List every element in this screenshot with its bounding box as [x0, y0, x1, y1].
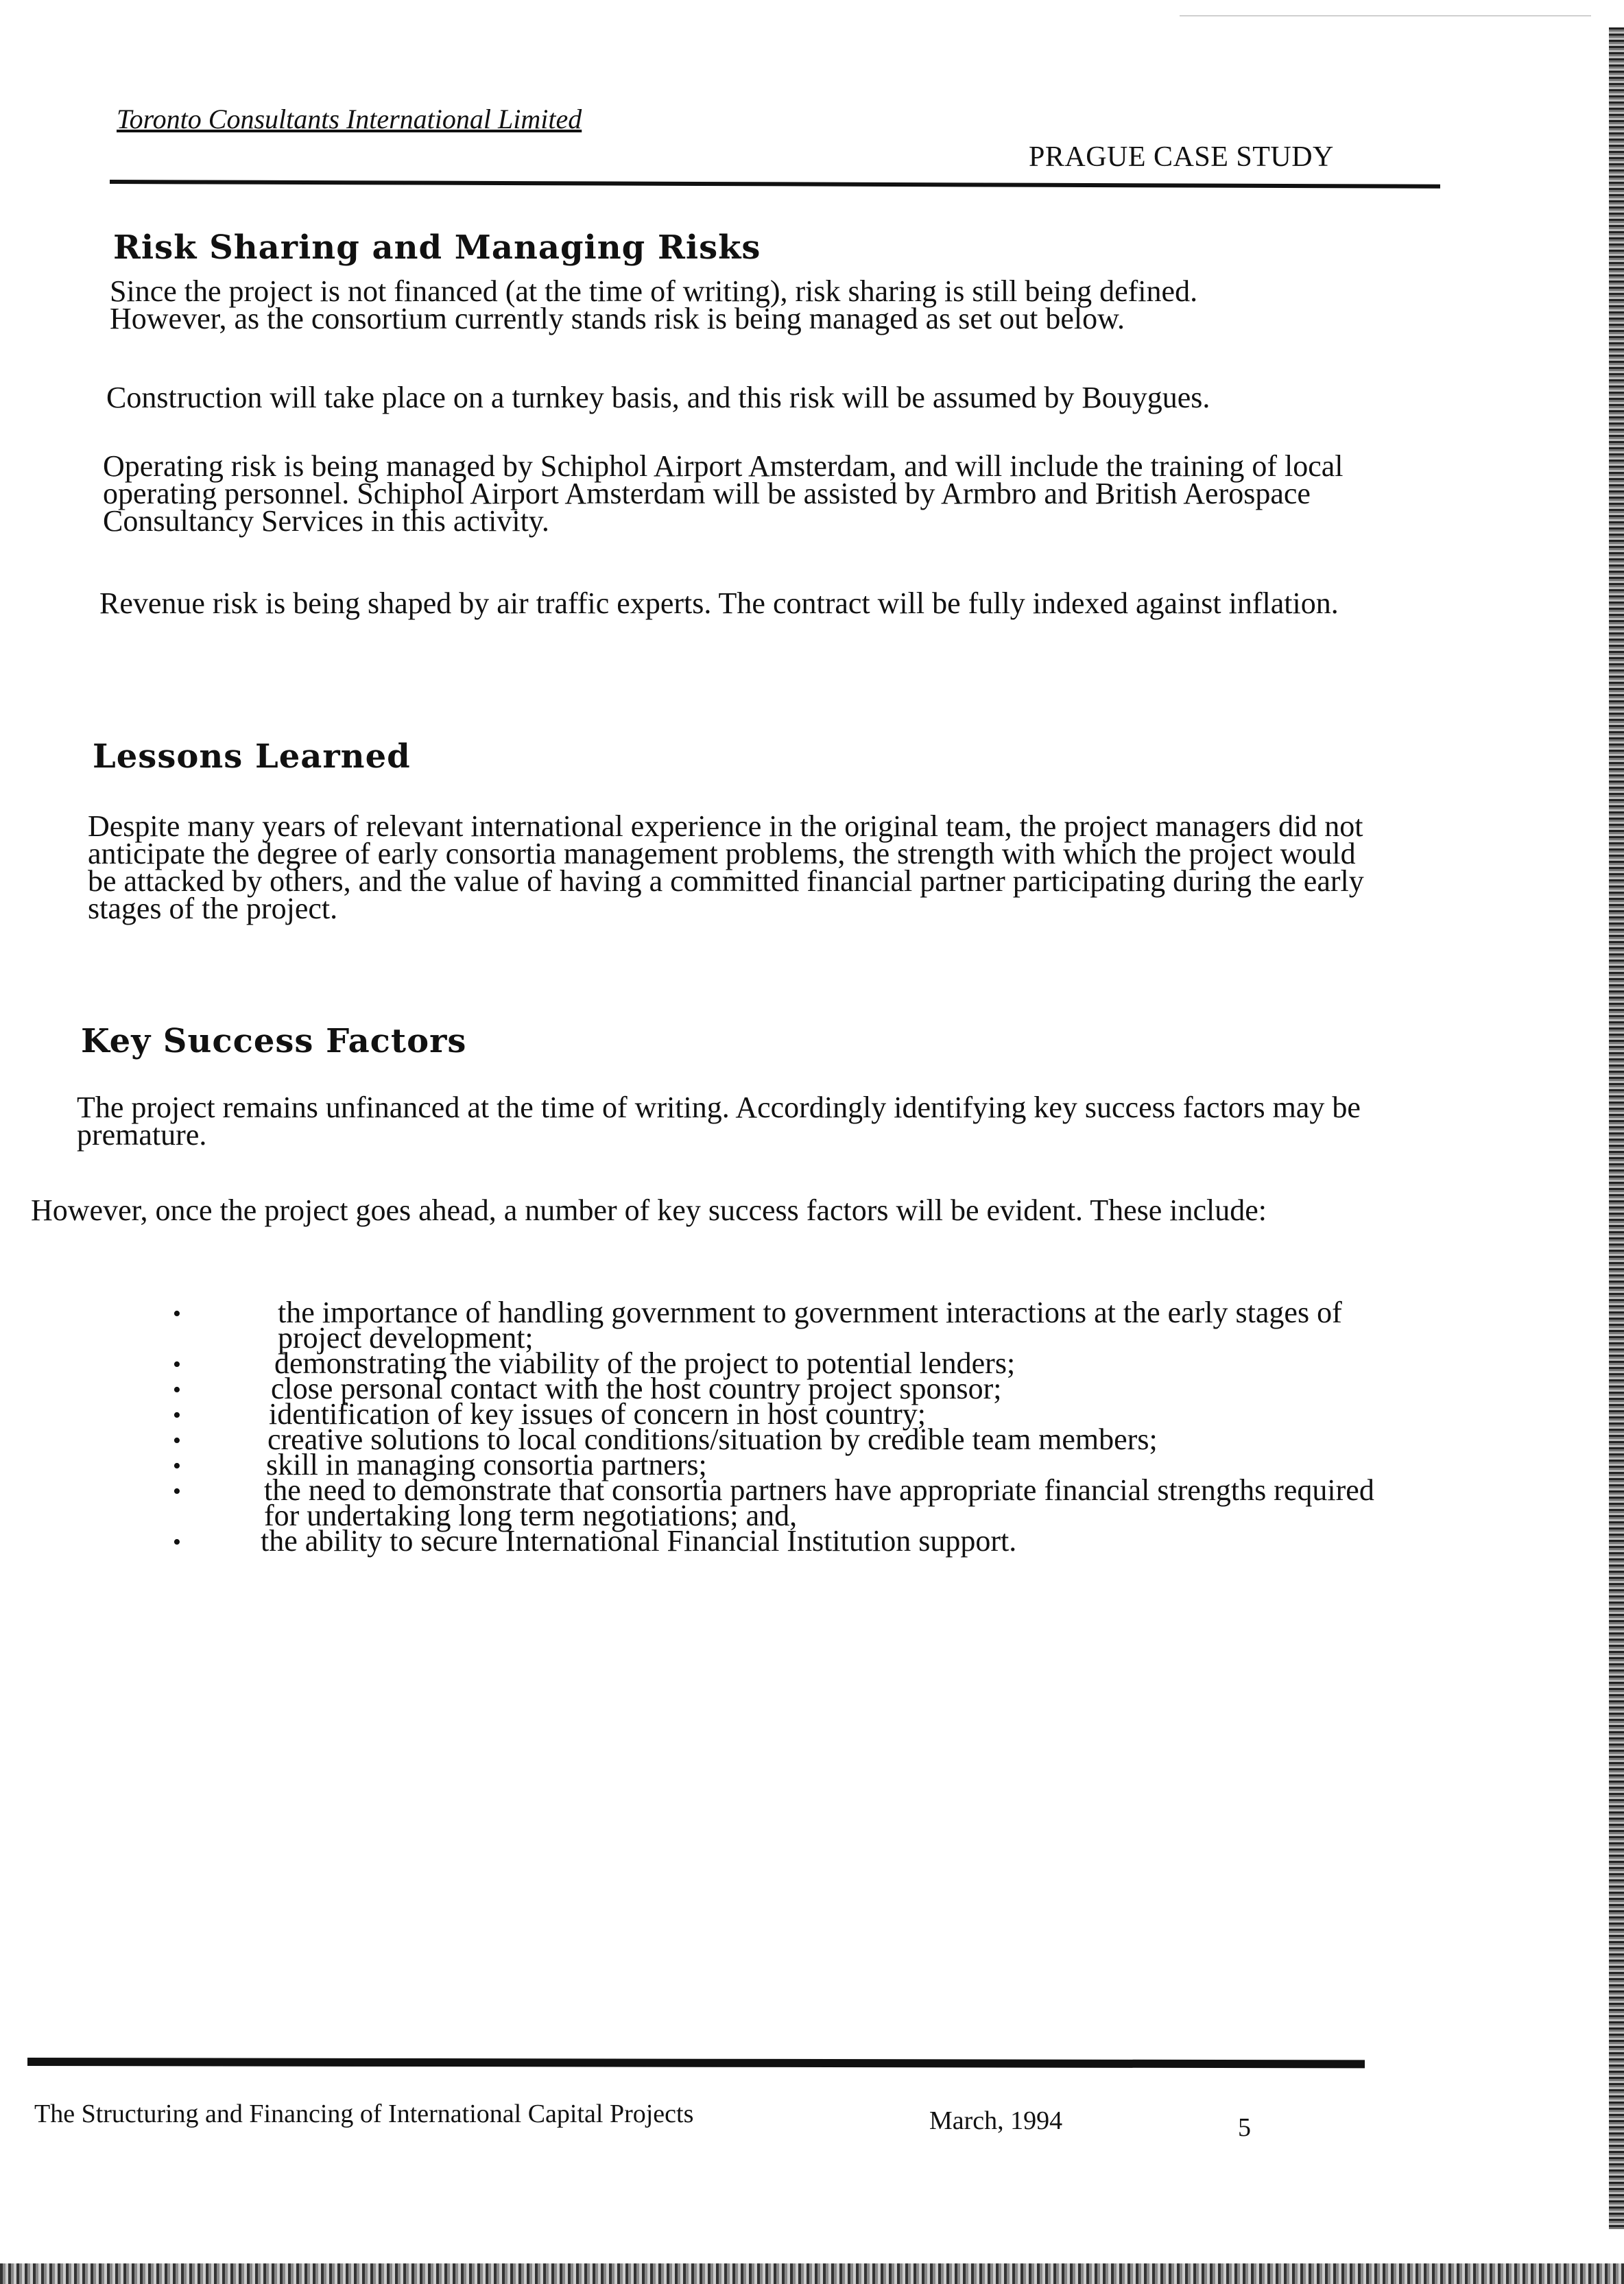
scan-artifact-line [1180, 15, 1591, 16]
paragraph-risk-1: Since the project is not financed (at the time of writing), risk sharing is still being defined. However, as the consortium currently stands risk is being managed as set out below. [110, 274, 1198, 335]
bullet-icon: • [173, 1453, 181, 1479]
scan-edge-right [1609, 27, 1624, 2229]
paragraph-risk-2: Construction will take place on a turnkey basis, and this risk will be assumed by Bouygues. [106, 381, 1210, 414]
list-item: • demonstrating the viability of the project to potential lenders; [173, 1346, 1016, 1380]
paragraph-risk-4: Revenue risk is being shaped by air traffic experts. The contract will be fully indexed against inflation. [99, 586, 1339, 620]
footer-date: March, 1994 [929, 2106, 1063, 2135]
header-company-name: Toronto Consultants International Limited [117, 104, 582, 134]
paragraph-risk-3: Operating risk is being managed by Schiphol Airport Amsterdam, and will include the training of local operating personnel. Schiphol Airport Amsterdam will be assisted by Armbro and British Aerospace Consultancy Services in this activity. [103, 449, 1344, 538]
bullet-icon: • [173, 1428, 181, 1453]
list-item: • close personal contact with the host country project sponsor; [173, 1372, 1002, 1405]
section-heading-lessons: Lessons Learned [93, 737, 411, 776]
footer-rule [27, 2058, 1365, 2068]
page-number: 5 [1238, 2113, 1251, 2142]
bullet-icon: • [173, 1479, 181, 1504]
list-item: • skill in managing consortia partners; [173, 1448, 707, 1482]
list-item: • the ability to secure International Financial Institution support. [173, 1524, 1017, 1558]
bullet-icon: • [173, 1301, 181, 1327]
bullet-icon: • [173, 1403, 181, 1428]
list-item: • creative solutions to local conditions/situation by credible team members; [173, 1423, 1158, 1456]
bullet-icon: • [173, 1530, 181, 1555]
bullet-icon: • [173, 1352, 181, 1377]
paragraph-key-success-2: However, once the project goes ahead, a number of key success factors will be evident. These include: [31, 1193, 1267, 1227]
section-heading-risk: Risk Sharing and Managing Risks [113, 228, 761, 267]
list-item: • the importance of handling government to government interactions at the early stages of project development; [173, 1296, 1342, 1355]
paragraph-lessons-1: Despite many years of relevant international experience in the original team, the project managers did not anticipate the degree of early consortia management problems, the strength with which the project would be attacked by others, and the value of having a committed financial partner participating during the early stages of the project. [88, 809, 1364, 925]
footer-document-title: The Structuring and Financing of International Capital Projects [34, 2099, 694, 2128]
section-heading-key-success: Key Success Factors [81, 1022, 467, 1060]
success-factors-list [165, 1296, 1399, 1558]
paragraph-key-success-1: The project remains unfinanced at the time of writing. Accordingly identifying key success factors may be premature. [77, 1091, 1361, 1152]
header-document-title: PRAGUE CASE STUDY [1029, 141, 1334, 173]
header-rule [110, 180, 1440, 189]
scan-edge-bottom [0, 2263, 1624, 2284]
list-item: • the need to demonstrate that consortia partners have appropriate financial strengths required for undertaking long term negotiations; and, [173, 1473, 1374, 1532]
list-item: • identification of key issues of concern in host country; [173, 1397, 926, 1431]
bullet-icon: • [173, 1377, 181, 1403]
